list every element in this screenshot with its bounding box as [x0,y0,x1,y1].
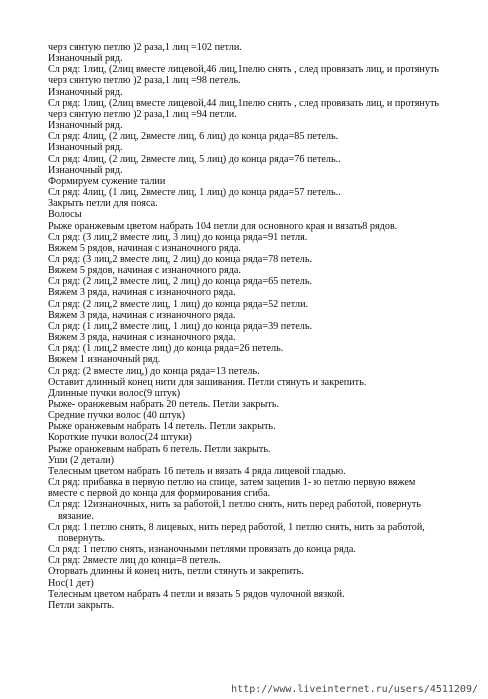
text-line: Сл ряд: (2 вместе лиц,) до конца ряда=13 петель. [48,365,260,377]
text-line: Нос(1 дет) [48,577,94,589]
text-line: Изнаночный ряд. [48,164,123,176]
text-line: Вяжем 1 изнаночный ряд. [48,354,161,366]
text-line: Сл ряд: 4лиц, (2 лиц, 2вместе лиц, 5 лиц) до конца ряда=76 петель.. [48,153,341,165]
text-line: Формируем сужение талии [48,175,166,187]
text-line: Сл ряд: (2 лиц,2 вместе лиц, 2 лиц) до конца ряда=65 петель. [48,276,313,288]
text-line: Рыже- оранжевым набрать 20 петель. Петли закрыть. [48,399,280,410]
text-line: Петли закрыть. [48,599,115,611]
text-line: Изнаночный ряд. [48,120,123,132]
text-line: Закрыть петли для пояса. [48,198,158,210]
text-line: Вяжем 3 ряда, начиная с изнаночного ряда. [48,332,236,344]
text-line: Рыже оранжевым набрать 14 петель. Петли закрыть. [48,421,276,433]
text-line: вместе с первой до конца для формирования сгиба. [48,488,271,500]
text-line: черз сянтую петлю )2 раза,1 лиц =94 петли. [48,108,237,120]
text-line: Сл ряд: 1лиц, (2лиц вместе лицевой,44 лиц,1пелю снять , след провязать лиц, и протянуть [48,97,440,109]
text-line: Рыже оранжевым набрать 6 петель. Петли закрыть. [48,443,271,455]
watermark-url: http://www.liveinternet.ru/users/4511209/ [231,684,478,695]
text-line: Сл ряд: 2вместе лиц до конца=8 петель. [48,555,221,567]
text-line: черз сянтую петлю )2 раза,1 лиц =102 петли. [48,42,242,53]
text-line: Сл ряд: 4лиц, (1 лиц, 2вместе лиц, 1 лиц) до конца ряда=57 петель.. [48,187,341,199]
text-line: Вяжем 3 ряда, начиная с изнаночного ряда. [48,309,236,321]
text-line: Телесным цветом набрать 16 петель и вязать 4 ряда лицевой гладью. [48,465,346,477]
text-line: Изнаночный ряд. [48,86,123,98]
text-line: Сл ряд: прибавка в первую петлю на спице, затем зацепив 1- ю петлю первую вяжем [48,477,416,489]
text-line: Оставит длинный конец нити для зашивания. Петли стянуть и закрепить. [48,376,367,388]
text-line: Короткие пучки волос(24 штуки) [48,432,192,444]
text-line: Длинные пучки волос(9 штук) [48,387,181,399]
text-line: повернуть. [58,532,106,544]
text-line: Сл ряд: (1 лиц,2 вместе лиц, 1 лиц) до конца ряда=39 петель. [48,320,313,332]
text-line: Изнаночный ряд. [48,142,123,154]
text-line: Рыже оранжевым цветом набрать 104 петли для основного края и вязать8 рядов. [48,220,398,232]
text-line: Оторвать длинны й конец нить, петли стянуть и закрепить. [48,566,304,578]
text-line: Вяжем 5 рядов, начиная с изнаночного ряда. [48,265,241,277]
text-line: Сл ряд: (3 лиц,2 вместе лиц, 3 лиц) до конца ряда=91 петля. [48,231,308,243]
text-line: Изнаночный ряд. [48,53,123,65]
text-line: Сл ряд: 1 петлю снять, 8 лицевых, нить перед работой, 1 петлю снять, нить за работой, [48,521,425,533]
text-line: Уши (2 детали) [48,454,115,466]
text-line: Средние пучки волос (40 штук) [48,410,185,422]
text-line: вязание. [58,510,94,522]
text-block [48,42,468,611]
text-line: Сл ряд: (3 лиц,2 вместе лиц, 2 лиц) до конца ряда=78 петель. [48,253,313,265]
text-line: Телесным цветом набрать 4 петли и вязать 5 рядов чулочной вязкой. [48,588,345,600]
text-line: Волосы [48,209,82,221]
text-line: Вяжем 5 рядов, начиная с изнаночного ряда. [48,242,241,254]
text-line: Сл ряд: (1 лиц,2 вместе лиц) до конца ряда=26 петель. [48,343,284,355]
text-line: Сл ряд: 1 петлю снять, изнаночными петлями провязать до конца ряда. [48,544,356,556]
text-line: Сл ряд: 4лиц, (2 лиц, 2вместе лиц, 6 лиц) до конца ряда=85 петель. [48,131,339,143]
text-line: Сл ряд: 12изнаночных, нить за работой,1 петлю снять, нить перед работой, повернуть [48,499,422,511]
text-line: Сл ряд: 1лиц, (2лиц вместе лицевой,46 лиц,1пелю снять , след провязать лиц, и протянуть [48,64,440,76]
text-line: черз сянтую петлю )2 раза,1 лиц =98 петель. [48,75,241,87]
text-line: Сл ряд: (2 лиц,2 вместе лиц, 1 лиц) до конца ряда=52 петли. [48,298,309,310]
text-line: Вяжем 3 ряда, начиная с изнаночного ряда. [48,287,236,299]
